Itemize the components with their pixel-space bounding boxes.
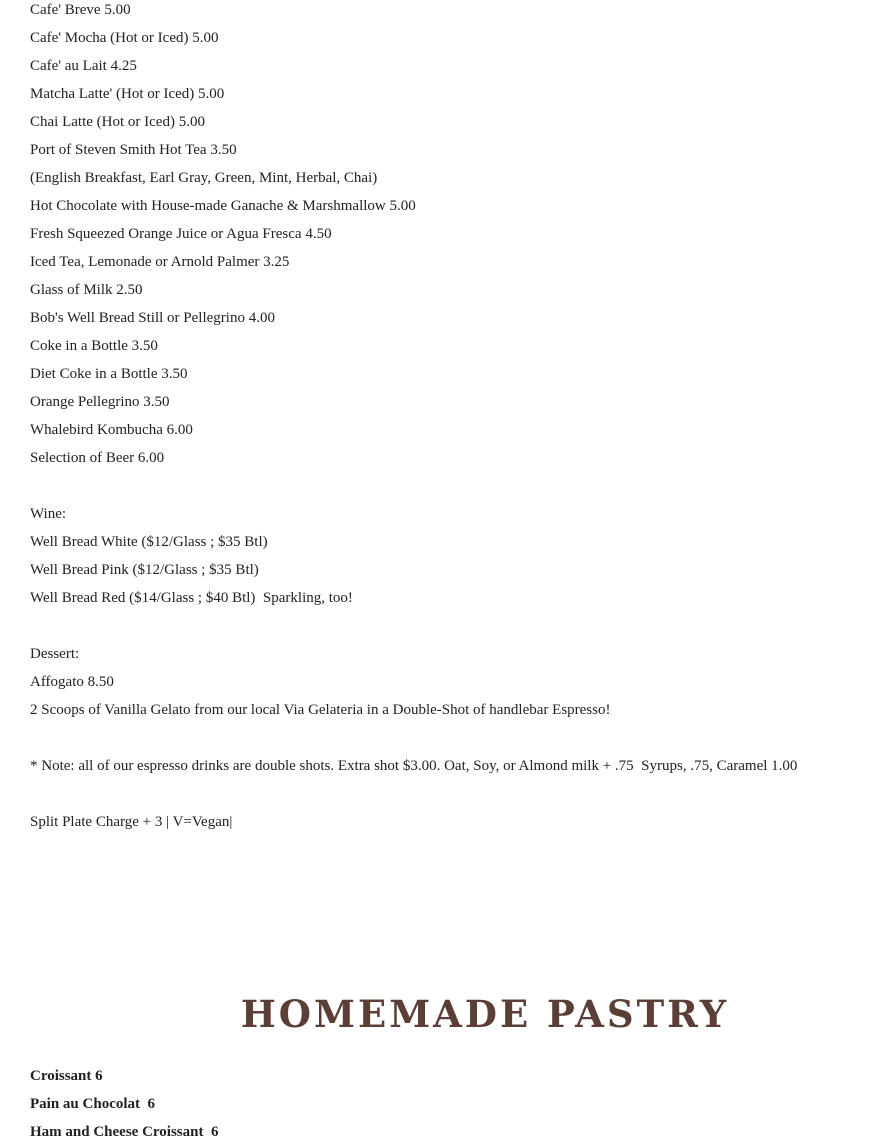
drink-item: Chai Latte (Hot or Iced) 5.00: [30, 114, 205, 130]
wine-heading: Wine:: [30, 506, 67, 522]
drink-item: Port of Steven Smith Hot Tea 3.50: [30, 142, 237, 158]
drinks-menu: [30, 0, 860, 836]
drink-item: Matcha Latte' (Hot or Iced) 5.00: [30, 86, 225, 102]
spacer: [30, 472, 860, 500]
pastry-item: Croissant 6: [30, 1068, 103, 1084]
drink-item: Iced Tea, Lemonade or Arnold Palmer 3.25: [30, 254, 290, 270]
pastry-menu: [30, 1062, 218, 1146]
drink-item: Whalebird Kombucha 6.00: [30, 422, 193, 438]
spacer: [30, 780, 860, 808]
drink-item: Selection of Beer 6.00: [30, 450, 165, 466]
wine-item: Well Bread Red ($14/Glass ; $40 Btl) Sparkling, too!: [30, 590, 353, 606]
drink-item: Orange Pellegrino 3.50: [30, 394, 170, 410]
spacer: [30, 724, 860, 752]
drink-item: Bob's Well Bread Still or Pellegrino 4.00: [30, 310, 275, 326]
drink-item: Cafe' Breve 5.00: [30, 2, 131, 18]
drink-item: Glass of Milk 2.50: [30, 282, 143, 298]
drink-item: (English Breakfast, Earl Gray, Green, Mint, Herbal, Chai): [30, 170, 378, 186]
dessert-item: Affogato 8.50: [30, 674, 114, 690]
wine-item: Well Bread Pink ($12/Glass ; $35 Btl): [30, 562, 259, 578]
drink-item: Cafe' au Lait 4.25: [30, 58, 137, 74]
wine-item: Well Bread White ($12/Glass ; $35 Btl): [30, 534, 268, 550]
drink-item: Cafe' Mocha (Hot or Iced) 5.00: [30, 30, 219, 46]
drink-item: Diet Coke in a Bottle 3.50: [30, 366, 188, 382]
drink-item: Fresh Squeezed Orange Juice or Agua Fresca 4.50: [30, 226, 332, 242]
pastry-item: Ham and Cheese Croissant 6: [30, 1124, 219, 1140]
dessert-heading: Dessert:: [30, 646, 80, 662]
split-plate-note: Split Plate Charge + 3 | V=Vegan|: [30, 814, 233, 830]
dessert-item: 2 Scoops of Vanilla Gelato from our local Via Gelateria in a Double-Shot of handlebar Espresso!: [30, 702, 611, 718]
pastry-item: Pain au Chocolat 6: [30, 1096, 156, 1112]
drink-item: Coke in a Bottle 3.50: [30, 338, 158, 354]
espresso-note: * Note: all of our espresso drinks are double shots. Extra shot $3.00. Oat, Soy, or Almond milk + .75 Syrups, .75, Caramel 1.00: [30, 758, 798, 774]
spacer: [30, 612, 860, 640]
drink-item: Hot Chocolate with House-made Ganache & Marshmallow 5.00: [30, 198, 416, 214]
pastry-section-title: HOMEMADE PASTRY: [240, 992, 730, 1036]
